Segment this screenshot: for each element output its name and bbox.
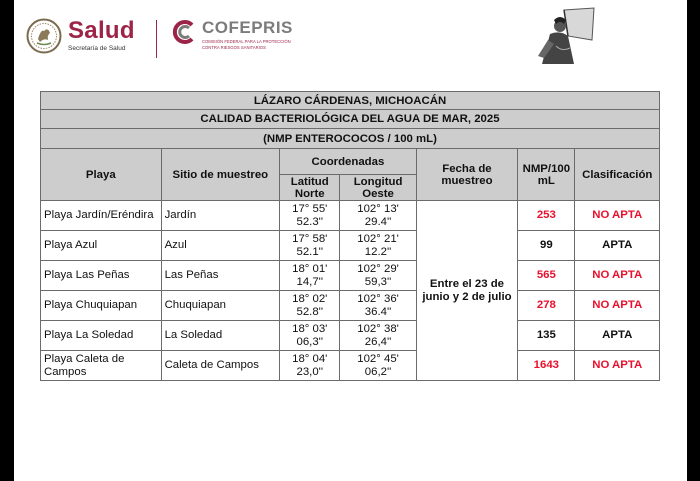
table-row <box>41 321 660 351</box>
cell-nmp: 278 <box>518 291 575 321</box>
column-header-fecha: Fecha de muestreo <box>416 149 517 201</box>
logo-divider <box>156 20 157 58</box>
water-quality-table <box>40 91 660 381</box>
cell-sitio: Azul <box>161 231 280 261</box>
cell-sitio: Chuquiapan <box>161 291 280 321</box>
cell-nmp: 253 <box>518 201 575 231</box>
cofepris-subtitle-1: COMISIÓN FEDERAL PARA LA PROTECCIÓN <box>202 39 291 44</box>
table-subtitle: CALIDAD BACTERIOLÓGICA DEL AGUA DE MAR, 2025 <box>41 110 660 129</box>
cell-playa: Playa Jardín/Eréndira <box>41 201 162 231</box>
salud-subtitle: Secretaría de Salud <box>68 45 126 52</box>
cell-longitud: 102° 13' 29.4'' <box>340 201 416 231</box>
cell-sitio: Las Peñas <box>161 261 280 291</box>
cell-nmp: 135 <box>518 321 575 351</box>
table-title: LÁZARO CÁRDENAS, MICHOACÁN <box>41 92 660 110</box>
cell-clasificacion: NO APTA <box>575 351 660 381</box>
salud-title: Salud <box>68 17 135 44</box>
cell-latitud: 18° 02' 52.8'' <box>280 291 340 321</box>
cell-fecha: Entre el 23 de junio y 2 de julio <box>416 201 517 381</box>
cell-latitud: 18° 04' 23,0'' <box>280 351 340 381</box>
salud-logo <box>26 18 135 54</box>
cell-sitio: Caleta de Campos <box>161 351 280 381</box>
cell-playa: Playa Caleta de Campos <box>41 351 162 381</box>
column-header-clasificacion: Clasificación <box>575 149 660 201</box>
cell-latitud: 17° 55' 52.3'' <box>280 201 340 231</box>
cell-clasificacion: APTA <box>575 231 660 261</box>
cell-nmp: 99 <box>518 231 575 261</box>
cell-clasificacion: NO APTA <box>575 201 660 231</box>
column-header-longitud: Longitud Oeste <box>340 175 416 201</box>
cell-latitud: 18° 01' 14,7'' <box>280 261 340 291</box>
cell-longitud: 102° 45' 06,2'' <box>340 351 416 381</box>
column-header-coordenadas: Coordenadas <box>280 149 417 175</box>
document-page <box>14 0 687 481</box>
cell-clasificacion: NO APTA <box>575 261 660 291</box>
cell-playa: Playa Chuquiapan <box>41 291 162 321</box>
cell-nmp: 1643 <box>518 351 575 381</box>
cofepris-title: COFEPRIS <box>202 18 293 37</box>
table-row <box>41 291 660 321</box>
cell-sitio: La Soledad <box>161 321 280 351</box>
table-row <box>41 231 660 261</box>
column-header-nmp: NMP/100 mL <box>518 149 575 201</box>
cell-playa: Playa La Soledad <box>41 321 162 351</box>
column-header-sitio: Sitio de muestreo <box>161 149 280 201</box>
cell-playa: Playa Azul <box>41 231 162 261</box>
cell-longitud: 102° 38' 26,4'' <box>340 321 416 351</box>
table-row <box>41 261 660 291</box>
cell-playa: Playa Las Peñas <box>41 261 162 291</box>
cofepris-subtitle-2: CONTRA RIESGOS SANITARIOS <box>202 45 266 50</box>
column-header-latitud: Latitud Norte <box>280 175 340 201</box>
cofepris-logo <box>170 18 293 50</box>
table-row <box>41 201 660 231</box>
cell-latitud: 18° 03' 06,3'' <box>280 321 340 351</box>
table-row <box>41 351 660 381</box>
cell-longitud: 102° 21' 12.2'' <box>340 231 416 261</box>
cell-nmp: 565 <box>518 261 575 291</box>
cell-latitud: 17° 58' 52.1'' <box>280 231 340 261</box>
cell-clasificacion: APTA <box>575 321 660 351</box>
table-units: (NMP ENTEROCOCOS / 100 mL) <box>41 129 660 149</box>
column-header-playa: Playa <box>41 149 162 201</box>
cofepris-ring-icon <box>170 18 198 46</box>
flag-figure-icon <box>534 6 598 68</box>
cell-longitud: 102° 29' 59,3'' <box>340 261 416 291</box>
mexico-seal-icon <box>26 18 62 54</box>
cell-sitio: Jardín <box>161 201 280 231</box>
cell-clasificacion: NO APTA <box>575 291 660 321</box>
cell-longitud: 102° 36' 36.4'' <box>340 291 416 321</box>
